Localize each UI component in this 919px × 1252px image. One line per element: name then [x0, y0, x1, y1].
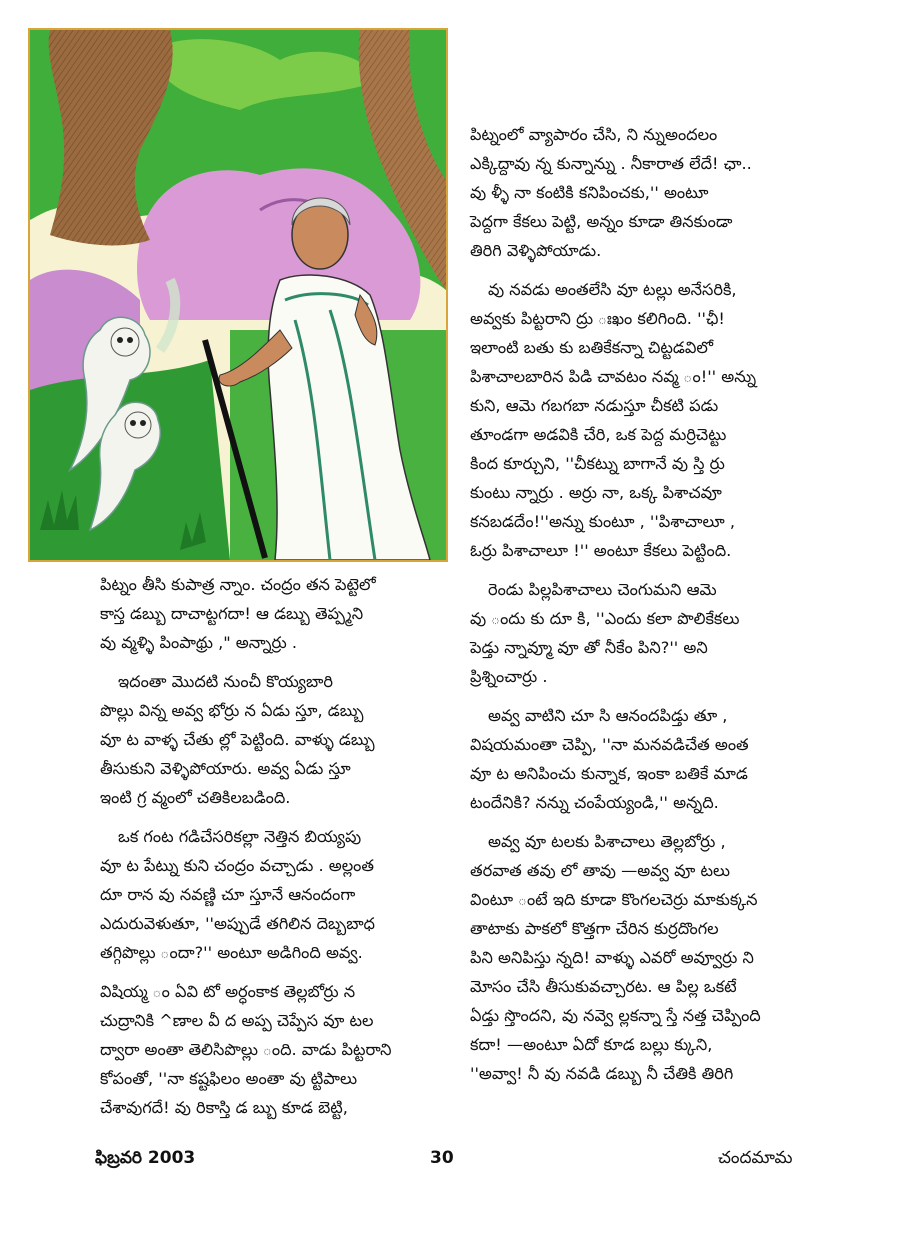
paragraph: వు నవడు అంతలేసి వూ టల్లు అనేసరికి, అవ్వకు పిట్టరాని ద్రు ఃఖం కలిగింది. ''ఛీ! ఇలాంటి బతు కు బతికేకన్నా చిట్టడవిలో పిశాచాలబారిన పిడి చావటం నవ్మ ం!'' అన్ను కుని, ఆమె గబగబా నడుస్తూ చీకటి పడు తూండగా అడవికి చేరి, ఒక పెద్ద మర్రిచెట్టు కింద కూర్చుని, ''చీకట్ను బాగానే వు స్తి ర్రు కుంటు న్నార్రు . అర్రు నా, ఒక్క పిశాచవూ కనబడదేం!''అన్ను కుంటూ , ''పిశాచాలూ , ఓర్రు పిశాచాలూ !'' అంటూ కేకలు పెట్టింది.	[470, 280, 757, 560]
paragraph: విషియ్మ ం ఏవి టో అర్ధంకాక తెల్లబోర్రు న చుద్రానికి ^ణాల వీ ద అప్ప చెప్పేస వూ టల ద్వారా అంతా తెలిసిపొల్లు ంది. వాడు పిట్టరాని కోపంతో, ''నా కష్టఫిలం అంతా వు ట్టిపాలు చేశావుగదే! వు రికాస్తి డ బ్బు కూడ బెట్టి,	[100, 982, 392, 1117]
paragraph: పిట్నంలో వ్యాపారం చేసి, ని న్నుఅందలం ఎక్కిద్దావు న్న కున్నాన్ను . నీకారాత లేదే! ఛా.. వు ళ్ళీ నా కంటికి కనిపించకు,'' అంటూ పెద్దగా కేకలు పెట్టి, అన్నం కూడా తినకుండా తిరిగి వెళ్ళిపోయాడు.	[470, 125, 752, 260]
right-text-column	[470, 120, 810, 1098]
footer-issue-date: ఫిబ్రవరి 2003	[95, 1148, 196, 1168]
magazine-name: చందమామ	[718, 1148, 793, 1168]
left-text-column	[100, 570, 455, 1132]
paragraph: ఇదంతా మొదటి నుంచీ కొయ్యబారి పొల్లు విన్న అవ్వ భోర్రు న ఏడు స్తూ, డబ్బు వూ ట వాళ్ళ చేతు ల్లో పెట్టింది. వాళ్ళు డబ్బు తీసుకుని వెళ్ళిపోయారు. అవ్వ ఏడు స్తూ ఇంటి గ్ర వ్మంలో చతికిలబడింది.	[100, 672, 375, 807]
paragraph: ఒక గంట గడిచేసరికల్లా నెత్తిన బియ్యపు వూ ట పేట్ను కుని చంద్రం వచ్చాడు . అల్లంత దూ రాన వు నవణ్ణి చూ స్తూనే ఆనందంగా ఎదురువెళుతూ, ''అప్పుడే తగిలిన దెబ్బబాధ తగ్గిపొల్లు ందా?'' అంటూ అడిగింది అవ్వ.	[100, 827, 375, 962]
paragraph: పిట్నం తీసి కుపాత్ర న్నాం. చంద్రం తన పెట్టెలో కాస్త డబ్బు దాచాట్టగదా! ఆ డబ్బు తెప్ప్మని వు వ్మళ్ళి పింపాథ్రు ," అన్నార్రు .	[100, 575, 376, 652]
story-illustration	[28, 28, 448, 562]
page-number: 30	[430, 1148, 454, 1168]
paragraph: రెండు పిల్లపిశాచాలు చెంగుమని ఆమె వు ందు కు దూ కి, ''ఎందు కలా పొలికేకలు పెడ్తు న్నావ్మూ వూ తో నీకేం పిని?'' అని ప్రిశ్నించార్రు .	[470, 580, 740, 686]
paragraph: అవ్వ వూ టలకు పిశాచాలు తెల్లబోర్రు , తరవాత తవు లో తావు —అవ్వ వూ టలు వింటూ ంటే ఇది కూడా కొంగలచెర్రు మాకుక్కన తాటాకు పాకలో కొత్తగా చేరిన కుర్రదొంగల పిని అనిపిస్తు న్నది! వాళ్ళు ఎవరో అవ్వూర్రు ని మోసం చేసి తీసుకువచ్చారట. ఆ పిల్ల ఒకటే ఏడ్తు స్తొందని, వు నవ్వె ల్లకన్నా స్తే నత్త చెప్పింది కదా! —అంటూ ఏదో కూడ బల్లు క్కుని, ''అవ్వా! నీ వు నవడి డబ్బు నీ చేతికి తిరిగి	[470, 832, 761, 1083]
paragraph: అవ్వ వాటిని చూ సి ఆనందపిడ్తు తూ , విషయమంతా చెప్పి, ''నా మనవడిచేత అంత వూ ట అనిపించు కున్నాక, ఇంకా బతికే మాడ టందేనికి? నన్ను చంపేయ్యండి,'' అన్నది.	[470, 706, 749, 812]
